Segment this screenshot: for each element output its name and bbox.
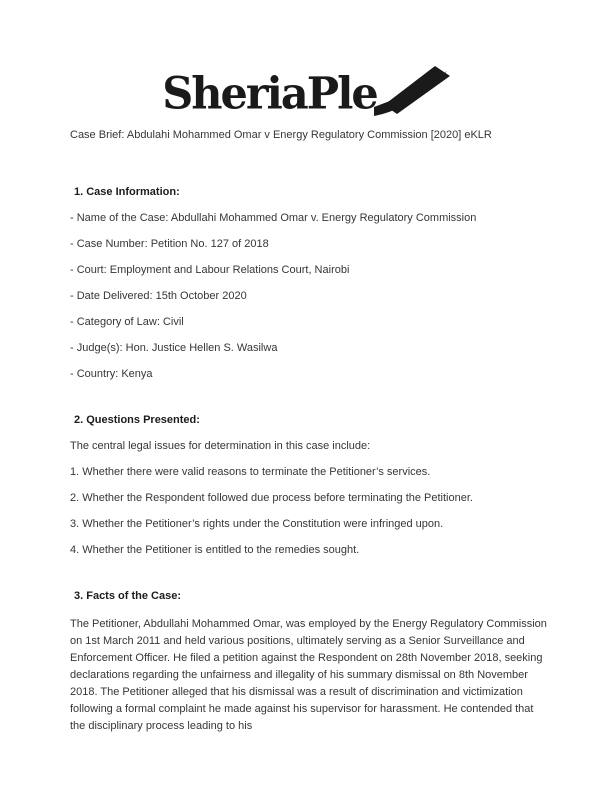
logo-x-icon [374, 66, 450, 118]
question-3: 3. Whether the Petitioner’s rights under the Constitution were infringed upon. [70, 518, 444, 530]
facts-heading: 3. Facts of the Case: [74, 590, 181, 602]
document-content [70, 128, 548, 735]
logo-wordmark: SheriaPle [162, 68, 377, 120]
case-info-judges: - Judge(s): Hon. Justice Hellen S. Wasilwa [70, 342, 278, 354]
question-2: 2. Whether the Respondent followed due process before terminating the Petitioner. [70, 492, 473, 504]
case-info-date: - Date Delivered: 15th October 2020 [70, 290, 247, 302]
case-info-country: - Country: Kenya [70, 368, 153, 380]
case-info-number: - Case Number: Petition No. 127 of 2018 [70, 238, 269, 250]
question-1: 1. Whether there were valid reasons to terminate the Petitioner’s services. [70, 466, 431, 478]
document-title: Case Brief: Abdulahi Mohammed Omar v Energy Regulatory Commission [2020] eKLR [70, 129, 492, 141]
section-questions-presented [70, 413, 548, 557]
section-facts-of-the-case [70, 589, 548, 735]
facts-paragraph: The Petitioner, Abdullahi Mohammed Omar, was employed by the Energy Regulatory Commission on 1st March 2011 and held various positions, ultimately serving as a Senior Surveillance and Enforcement Officer. He filed a petition against the Respondent on 28th November 2018, seeking declarations regarding the unfairness and illegality of his summary dismissal on 8th November 2018. The Petitioner alleged that his dismissal was a result of discrimination and victimization following a formal complaint he made against his supervisor for harassment. He contended that the disciplinary process leading to his [70, 618, 547, 732]
case-info-name: - Name of the Case: Abdullahi Mohammed Omar v. Energy Regulatory Commission [70, 212, 477, 224]
case-info-category: - Category of Law: Civil [70, 316, 184, 328]
case-info-court: - Court: Employment and Labour Relations Court, Nairobi [70, 264, 350, 276]
questions-presented-heading: 2. Questions Presented: [74, 414, 200, 426]
question-4: 4. Whether the Petitioner is entitled to the remedies sought. [70, 544, 360, 556]
case-information-heading: 1. Case Information: [74, 186, 180, 198]
questions-intro: The central legal issues for determination in this case include: [70, 440, 371, 452]
logo [0, 62, 612, 120]
section-case-information [70, 185, 548, 381]
